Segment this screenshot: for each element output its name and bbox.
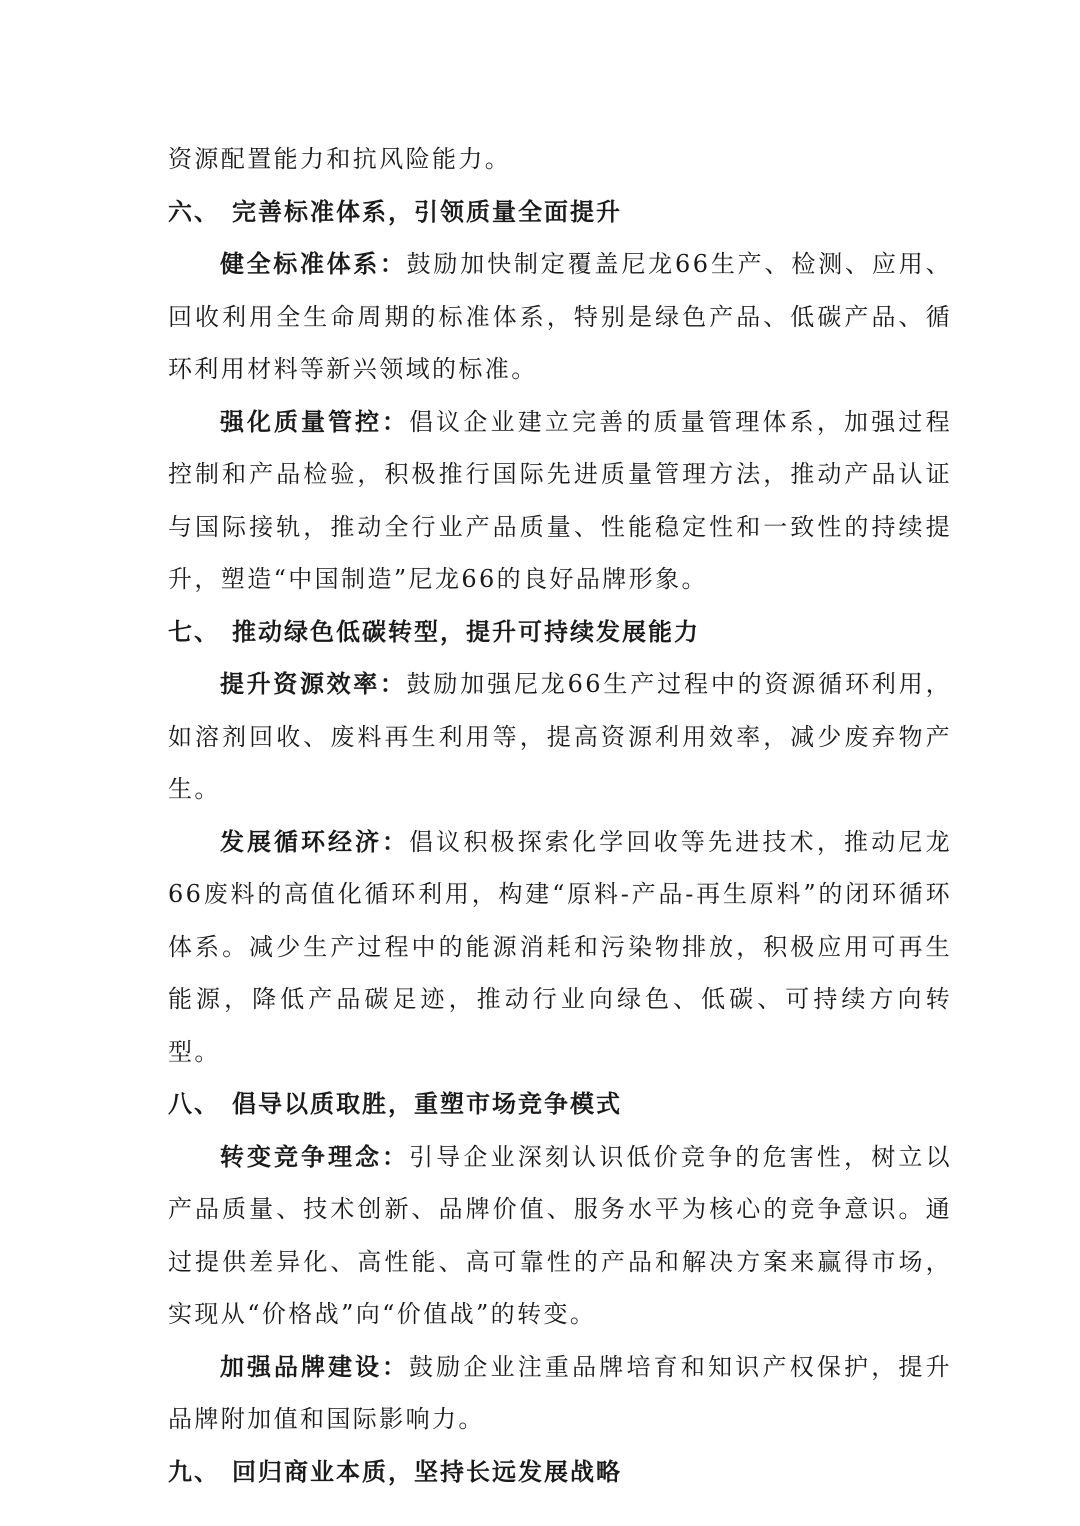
paragraph-text: 倡议企业建立完善的质量管理体系，加强过程控制和产品检验，积极推行国际先进质量管理方法，推动产品认证与国际接轨，推动全行业产品质量、性能稳定性和一致性的持续提升，塑造“中国制造”尼龙66的良好品牌形象。 (168, 407, 953, 593)
paragraph-label: 健全标准体系： (220, 250, 407, 278)
section-number: 七、 (168, 617, 220, 646)
paragraph-label: 提升资源效率： (220, 670, 407, 698)
section-number: 九、 (168, 1457, 220, 1486)
section-number: 六、 (168, 197, 220, 226)
section-heading (168, 606, 952, 659)
paragraph-text: 鼓励加快制定覆盖尼龙66生产、检测、应用、回收利用全生命周期的标准体系，特别是绿色产品、低碳产品、循环利用材料等新兴领域的标准。 (168, 250, 953, 383)
paragraph (168, 1131, 952, 1341)
paragraph-text: 倡议积极探索化学回收等先进技术，推动尼龙66废料的高值化循环利用，构建“原料-产品-再生原料”的闭环循环体系。减少生产过程中的能源消耗和污染物排放，积极应用可再生能源，降低产品碳足迹，推动行业向绿色、低碳、可持续方向转型。 (168, 827, 953, 1066)
paragraph-label: 加强品牌建设： (220, 1352, 409, 1381)
lead-paragraph: 资源配置能力和抗风险能力。 (168, 145, 512, 173)
section-title: 倡导以质取胜，重塑市场竞争模式 (232, 1090, 622, 1118)
section-title: 回归商业本质，坚持长远发展战略 (232, 1457, 622, 1486)
paragraph (168, 816, 952, 1079)
paragraph-text: 鼓励企业注重品牌培育和知识产权保护，提升品牌附加值和国际影响力。 (168, 1352, 953, 1433)
paragraph (168, 238, 952, 396)
section-heading (168, 1446, 952, 1499)
section-title: 推动绿色低碳转型，提升可持续发展能力 (232, 617, 700, 646)
paragraph (168, 396, 952, 606)
paragraph-text: 鼓励加强尼龙66生产过程中的资源循环利用，如溶剂回收、废料再生利用等，提高资源利用效率，减少废弃物产生。 (168, 670, 953, 803)
section-heading (168, 186, 952, 239)
paragraph (168, 658, 952, 816)
document-body (168, 133, 952, 1498)
paragraph-label: 转变竞争理念： (220, 1142, 409, 1171)
paragraph-label: 发展循环经济： (220, 827, 409, 856)
paragraph-label: 强化质量管控： (220, 407, 409, 436)
section-number: 八、 (168, 1090, 220, 1118)
paragraph (168, 1341, 952, 1446)
section-title: 完善标准体系，引领质量全面提升 (232, 197, 622, 226)
section-heading (168, 1078, 952, 1131)
paragraph-text: 引导企业深刻认识低价竞争的危害性，树立以产品质量、技术创新、品牌价值、服务水平为核心的竞争意识。通过提供差异化、高性能、高可靠性的产品和解决方案来赢得市场，实现从“价格战”向“价值战”的转变。 (168, 1142, 953, 1328)
